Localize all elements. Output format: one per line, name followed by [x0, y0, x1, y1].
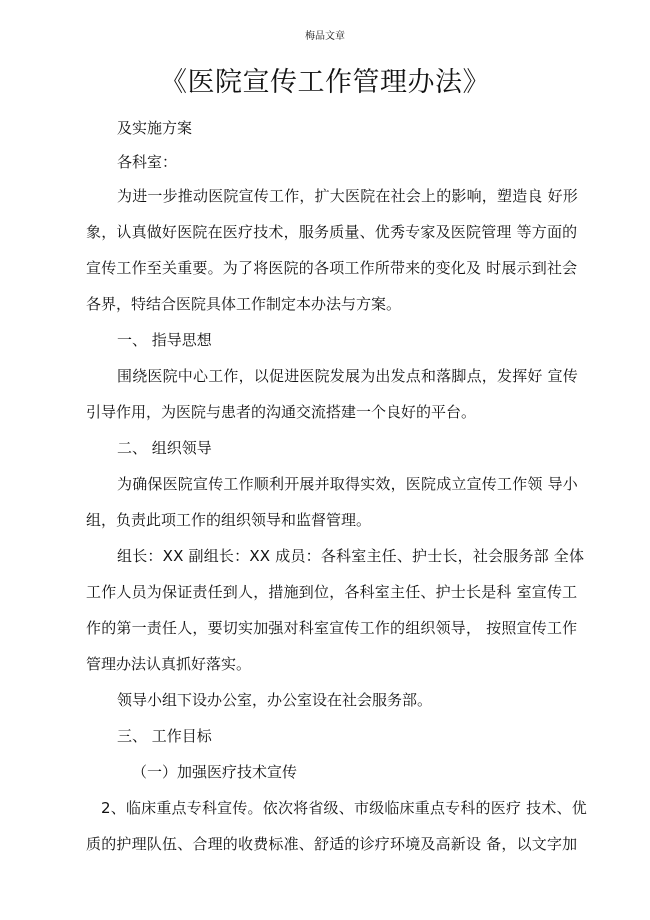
- organization-line-4: 工作人员为保证责任到人，措施到位，各科室主任、护士长是科 室宣传工: [86, 583, 578, 601]
- office-setup-line: 领导小组下设办公室，办公室设在社会服务部。: [117, 691, 433, 709]
- goals-heading: 三、 工作目标: [117, 727, 212, 745]
- guiding-line-1: 围绕医院中心工作，以促进医院发展为出发点和落脚点，发挥好 宣传: [117, 367, 578, 385]
- intro-line-1: 为进一步推动医院宣传工作，扩大医院在社会上的影响，塑造良 好形: [117, 187, 578, 205]
- goals-line-1: 2、临床重点专科宣传。依次将省级、市级临床重点专科的医疗 技术、优: [101, 799, 587, 817]
- guiding-heading: 一、 指导思想: [117, 331, 212, 349]
- intro-line-2: 象，认真做好医院在医疗技术，服务质量、优秀专家及医院管理 等方面的: [86, 223, 578, 241]
- organization-heading: 二、 组织领导: [117, 439, 212, 457]
- guiding-line-2: 引导作用，为医院与患者的沟通交流搭建一个良好的平台。: [86, 403, 477, 421]
- organization-line-2: 组，负责此项工作的组织领导和监督管理。: [86, 511, 372, 529]
- document-title: 《医院宣传工作管理办法》: [160, 67, 490, 98]
- intro-line-4: 各界，特结合医院具体工作制定本办法与方案。: [86, 295, 402, 313]
- salutation: 各科室：: [117, 153, 178, 171]
- organization-line-5: 作的第一责任人，要切实加强对科室宣传工作的组织领导， 按照宣传工作: [86, 619, 578, 637]
- page-header: 梅品文章: [305, 31, 345, 42]
- organization-line-6: 管理办法认真抓好落实。: [86, 655, 252, 673]
- intro-line-3: 宣传工作至关重要。为了将医院的各项工作所带来的变化及 时展示到社会: [86, 259, 578, 277]
- organization-line-1: 为确保医院宣传工作顺利开展并取得实效，医院成立宣传工作领 导小: [117, 475, 578, 493]
- technology-subheading: （一）加强医疗技术宣传: [132, 763, 298, 781]
- goals-line-2: 质的护理队伍、合理的收费标准、舒适的诊疗环境及高新设 备，以文字加: [86, 835, 578, 853]
- organization-line-3: 组长：XX 副组长：XX 成员：各科室主任、护士长，社会服务部 全体: [117, 547, 585, 565]
- subtitle: 及实施方案: [117, 119, 193, 137]
